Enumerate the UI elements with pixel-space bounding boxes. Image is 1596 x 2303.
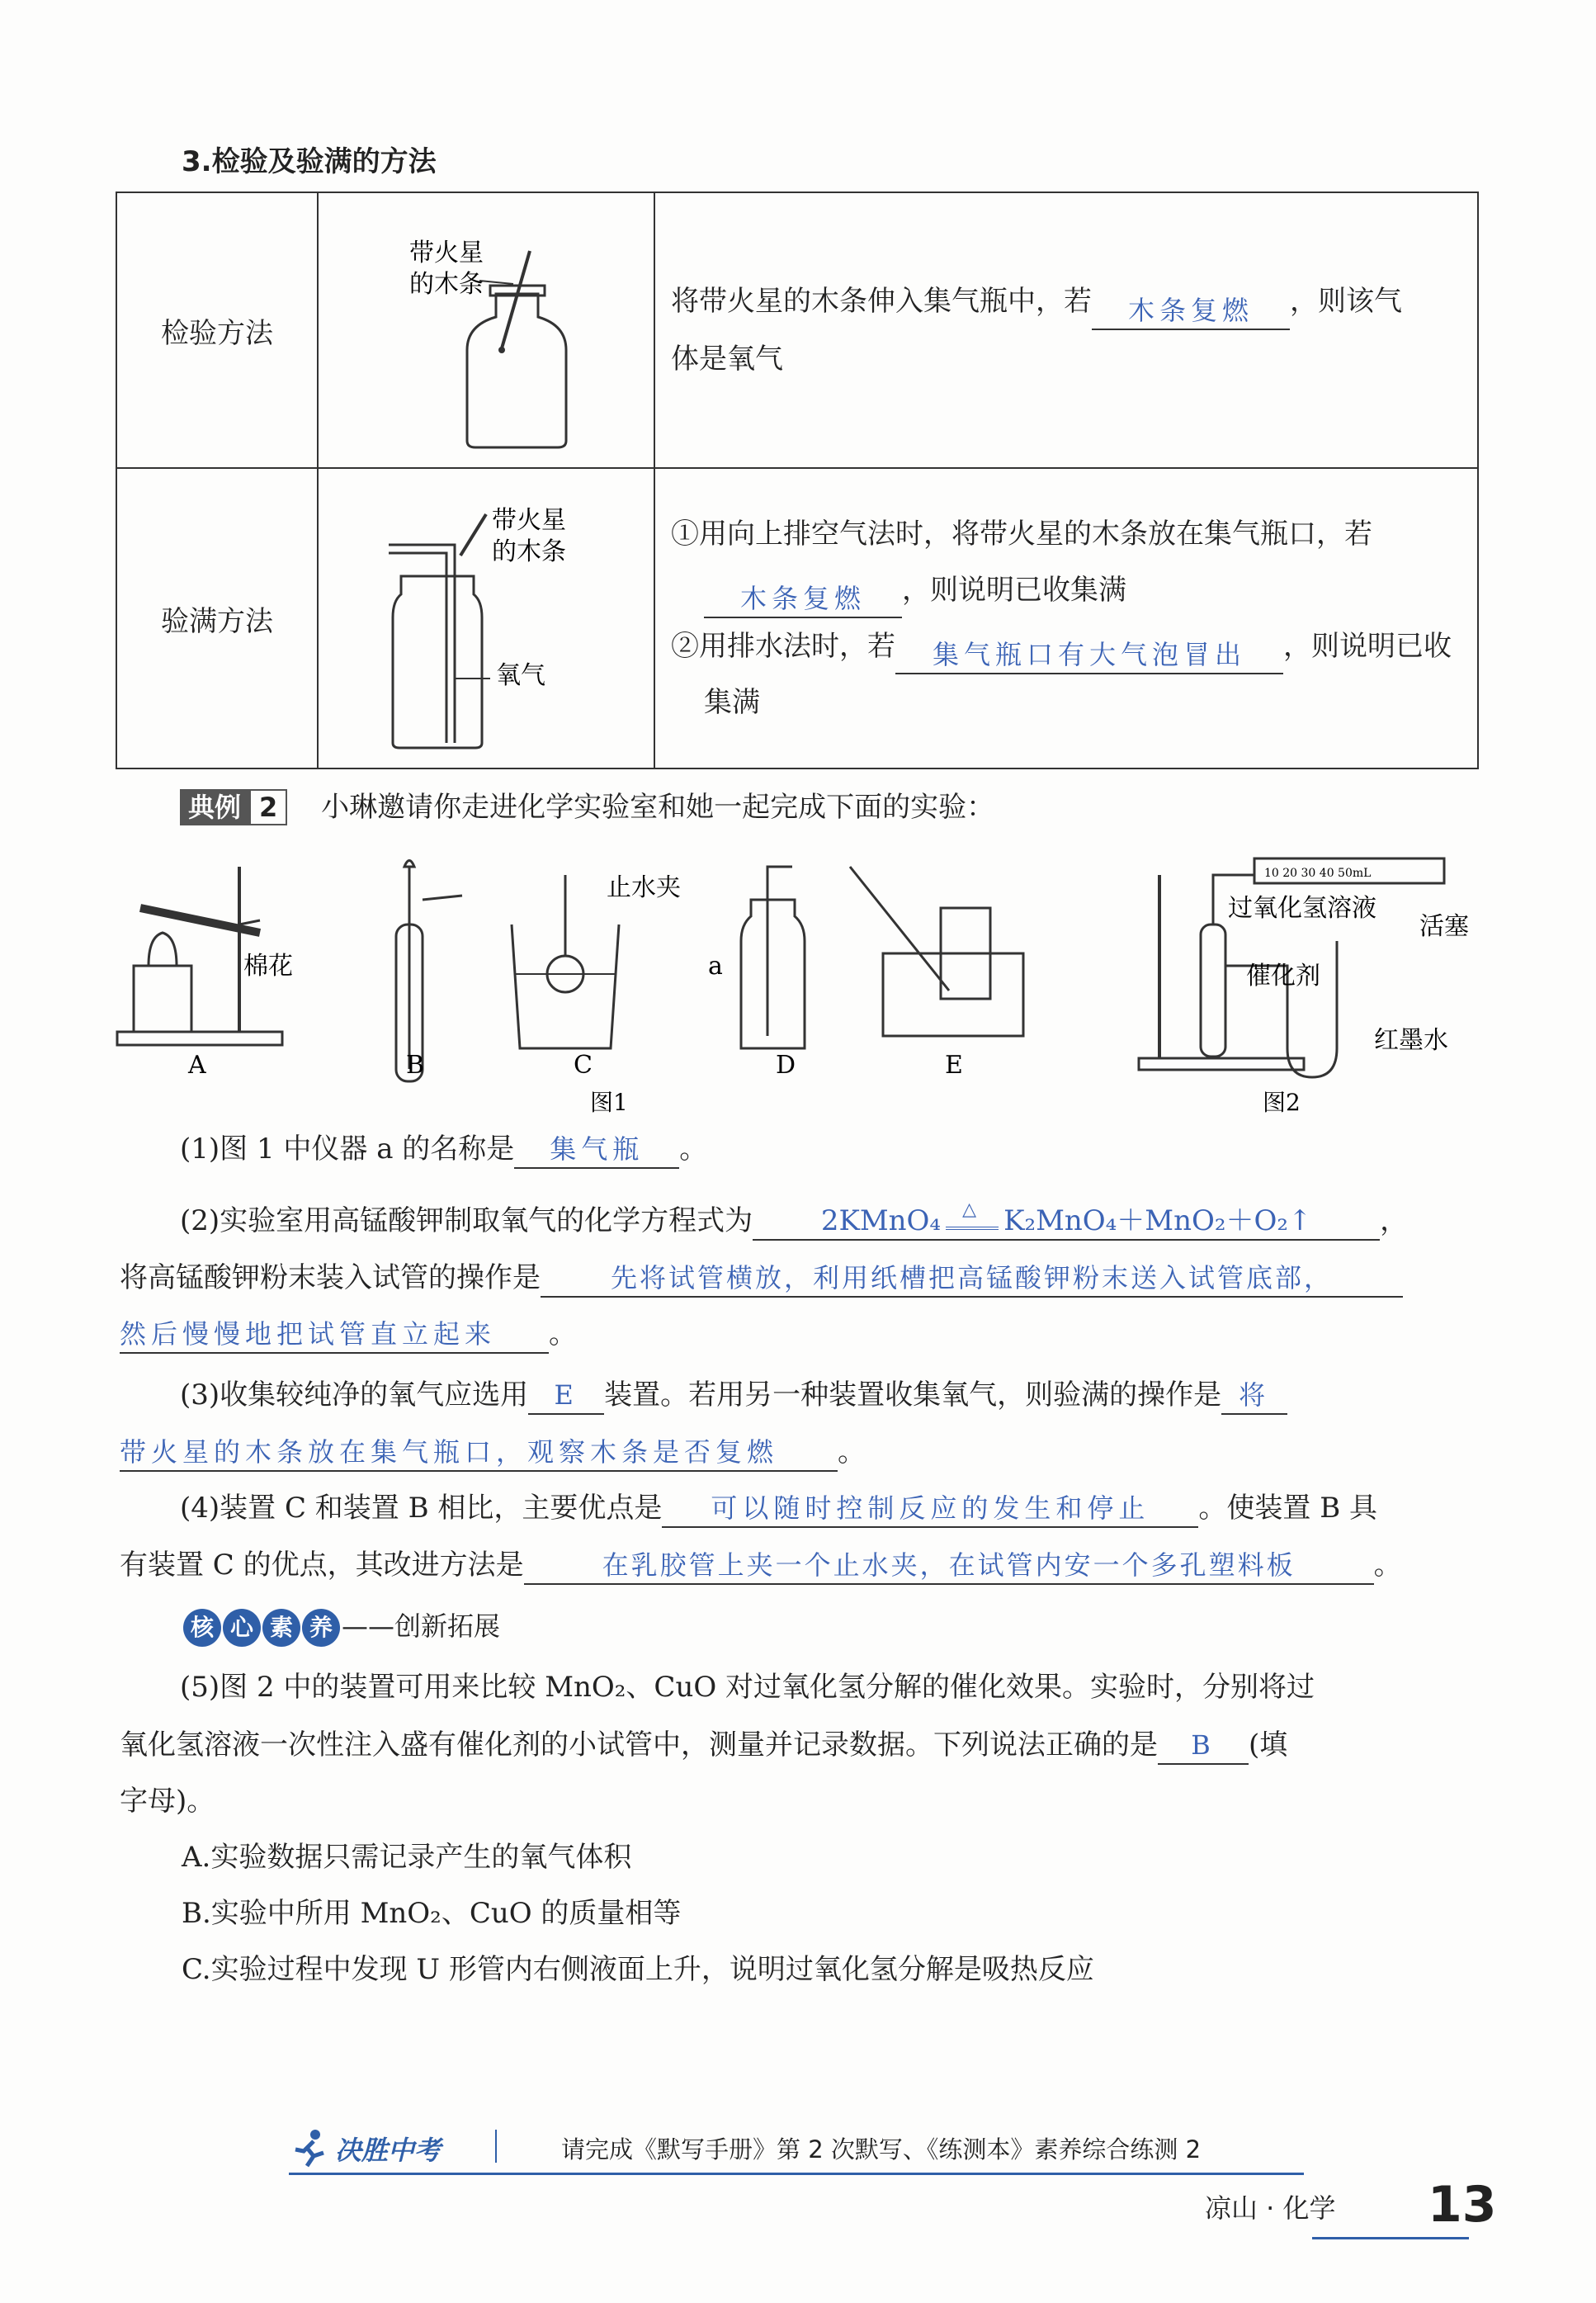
- a-label: a: [708, 952, 723, 981]
- equation-condition: △: [962, 1199, 976, 1220]
- core-title: ——创新拓展: [342, 1610, 501, 1642]
- q-text: 装置。若用另一种装置收集氧气，则验满的操作是: [604, 1378, 1222, 1412]
- q-text: 。使装置 B 具: [1198, 1492, 1377, 1525]
- footer-note: 请完成《默写手册》第 2 次默写、《练测本》素养综合练测 2: [561, 2135, 1202, 2163]
- q-text: 氧化氢溶液一次性注入盛有催化剂的小试管中，测量并记录数据。下列说法正确的是: [120, 1728, 1158, 1762]
- apparatus-a: [117, 867, 293, 1080]
- answer-blank[interactable]: E: [528, 1377, 604, 1415]
- footer-underline: [1312, 2237, 1469, 2239]
- desc-text: 将带火星的木条伸入集气瓶中，若: [671, 285, 1092, 318]
- figure-2: [1122, 842, 1485, 1123]
- desc-text: ，则说明已收: [1283, 630, 1452, 663]
- q-text: (3)收集较纯净的氧气应选用: [180, 1378, 529, 1412]
- equation-left: 2KMnO₄: [820, 1204, 942, 1237]
- q-text: (1)图 1 中仪器 a 的名称是: [180, 1133, 515, 1166]
- q-text: ，: [1380, 1204, 1409, 1237]
- fig-label: 的木条: [492, 537, 566, 566]
- core-char: 养: [302, 1609, 340, 1647]
- q-text: 。: [679, 1133, 708, 1166]
- question-5-line2: [120, 1725, 1287, 1765]
- question-5-line3: 字母)。: [120, 1785, 215, 1818]
- core-char: 素: [262, 1609, 300, 1647]
- figure-caption: 图2: [1263, 1089, 1301, 1116]
- answer-blank[interactable]: 然后慢慢地把试管直立起来: [120, 1316, 549, 1354]
- equation-blank[interactable]: [753, 1199, 1380, 1241]
- apparatus-c: [512, 873, 681, 1080]
- example-intro: 小琳邀请你走进化学实验室和她一起完成下面的实验：: [321, 791, 995, 824]
- jar-with-splint-icon: [319, 193, 652, 466]
- fig-label: 带火星: [492, 506, 566, 535]
- example-header: [180, 787, 994, 827]
- footer-bar: [289, 2123, 1304, 2175]
- option-c[interactable]: C.实验过程中发现 U 形管内右侧液面上升，说明过氧化氢分解是吸热反应: [182, 1953, 1094, 1986]
- footer-region: 凉山 · 化学: [1205, 2192, 1336, 2224]
- apparatus-e: [850, 867, 1023, 1080]
- row-label-full: 验满方法: [116, 468, 318, 768]
- example-badge: 典例: [180, 789, 249, 825]
- syringe-scale: 10 20 30 40 50mL: [1264, 867, 1372, 880]
- answer-blank[interactable]: 将: [1221, 1377, 1287, 1415]
- desc-text: ①用向上排空气法时，将带火星的木条放在集气瓶口，若: [671, 518, 1372, 551]
- question-5-line1: (5)图 2 中的装置可用来比较 MnO₂、CuO 对过氧化氢分解的催化效果。实验时，分别将过: [180, 1671, 1315, 1704]
- q-text: (4)装置 C 和装置 B 相比，主要优点是: [180, 1492, 663, 1525]
- fig-label: 氧气: [496, 661, 545, 690]
- question-4-line2: [120, 1545, 1402, 1585]
- answer-blank[interactable]: 在乳胶管上夹一个止水夹，在试管内安一个多孔塑料板: [524, 1547, 1374, 1585]
- apparatus-label: A: [188, 1051, 206, 1080]
- question-2-line2: [120, 1258, 1403, 1298]
- answer-blank[interactable]: 集气瓶: [514, 1131, 679, 1169]
- q-text: 。: [1373, 1549, 1402, 1582]
- clamp-label: 止水夹: [607, 873, 681, 902]
- answer-blank[interactable]: B: [1158, 1727, 1249, 1765]
- cotton-label: 棉花: [243, 952, 293, 981]
- core-literacy-header: [183, 1606, 500, 1647]
- method-table: [116, 192, 1479, 769]
- q-text: 。: [838, 1435, 866, 1468]
- page-number: 13: [1428, 2176, 1497, 2234]
- answer-blank[interactable]: 木条复燃: [1092, 292, 1290, 330]
- q-text: 。: [549, 1317, 577, 1350]
- section-title: 3.检验及验满的方法: [182, 145, 437, 178]
- question-3-line2: [120, 1432, 866, 1472]
- question-4: [180, 1488, 1377, 1528]
- desc-text: ，则说明已收集满: [902, 574, 1126, 607]
- apparatus-b: [396, 861, 462, 1082]
- desc-text: ，则该气: [1290, 285, 1402, 318]
- jar-collection-icon: [319, 469, 652, 766]
- question-2: [180, 1201, 1408, 1241]
- apparatus-label: C: [574, 1051, 593, 1080]
- question-3: [180, 1375, 1287, 1415]
- question-2-line3: [120, 1314, 577, 1354]
- fig-label: 的木条: [409, 270, 484, 299]
- option-a[interactable]: A.实验数据只需记录产生的氧气体积: [182, 1841, 632, 1874]
- answer-blank[interactable]: 先将试管横放，利用纸槽把高锰酸钾粉末送入试管底部，: [541, 1260, 1403, 1298]
- core-char: 核: [183, 1609, 221, 1647]
- fig-label: 带火星: [409, 239, 484, 267]
- equation-right: K₂MnO₄＋MnO₂＋O₂↑: [1003, 1204, 1312, 1237]
- runner-icon: [289, 2128, 328, 2168]
- test-method-desc-cell: [654, 192, 1478, 468]
- answer-blank[interactable]: 木条复燃: [704, 580, 902, 618]
- core-char: 心: [223, 1609, 261, 1647]
- figure-full-method: [318, 468, 654, 768]
- answer-blank[interactable]: 可以随时控制反应的发生和停止: [662, 1490, 1198, 1528]
- answer-blank[interactable]: 带火星的木条放在集气瓶口，观察木条是否复燃: [120, 1434, 838, 1472]
- figure-caption: 图1: [590, 1089, 628, 1116]
- example-number: 2: [249, 789, 287, 825]
- figure-test-method: [318, 192, 654, 468]
- desc-text: ②用排水法时，若: [671, 630, 895, 663]
- apparatus-label: B: [406, 1051, 425, 1080]
- apparatus-d: [708, 867, 805, 1080]
- option-b[interactable]: B.实验中所用 MnO₂、CuO 的质量相等: [182, 1897, 682, 1930]
- question-1: [180, 1129, 707, 1169]
- h2o2-label: 过氧化氢溶液: [1228, 894, 1376, 923]
- answer-blank[interactable]: 集气瓶口有大气泡冒出: [895, 636, 1283, 674]
- row-label-test: 检验方法: [116, 192, 318, 468]
- ink-label: 红墨水: [1374, 1026, 1448, 1055]
- apparatus-label: E: [945, 1051, 963, 1080]
- q-text: (2)实验室用高锰酸钾制取氧气的化学方程式为: [180, 1204, 753, 1237]
- catalyst-label: 催化剂: [1246, 962, 1320, 991]
- figure-1: [116, 850, 1065, 1123]
- desc-text: 体是氧气: [671, 343, 783, 376]
- full-method-desc-cell: [654, 468, 1478, 768]
- piston-label: 活塞: [1419, 912, 1469, 941]
- q-text: (填: [1249, 1728, 1288, 1762]
- q-text: 将高锰酸钾粉末装入试管的操作是: [120, 1261, 541, 1294]
- q-text: 有装置 C 的优点，其改进方法是: [120, 1549, 524, 1582]
- brand-logo: 决胜中考: [335, 2135, 441, 2166]
- apparatus-label: D: [776, 1051, 796, 1080]
- desc-text: 集满: [704, 686, 760, 719]
